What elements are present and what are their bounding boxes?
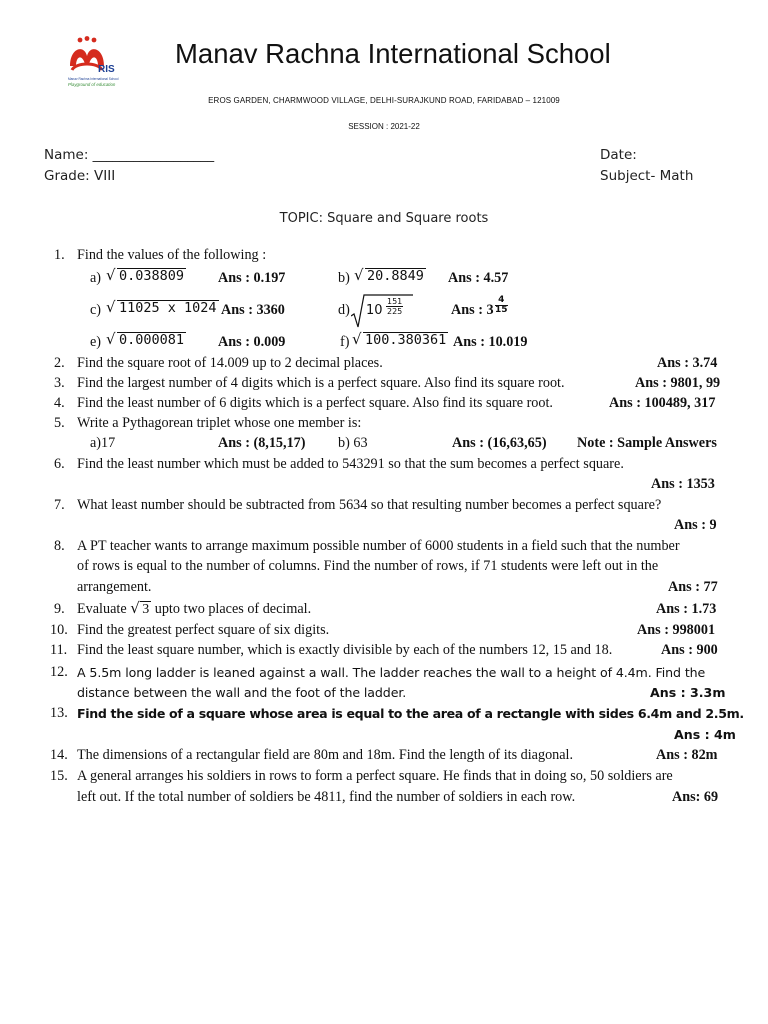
question-number: 8. (54, 538, 65, 554)
question-number: 4. (54, 395, 65, 411)
question-text: left out. If the total number of soldiers be 4811, find the number of soldiers in each row. (77, 789, 576, 805)
answer-text: Ans : 100489, 317 (609, 395, 716, 411)
question-text: Find the least number of 6 digits which is a perfect square. Also find its square root. (77, 395, 553, 411)
q1-label-d: d) (338, 302, 350, 318)
question-text: Find the side of a square whose area is equal to the area of a rectangle with sides 6.4m and 2.5m. (77, 706, 744, 721)
q1-answer-d: Ans : 3 (451, 302, 494, 318)
answer-text: Ans : 998001 (637, 622, 716, 638)
svg-text:Playground of education: Playground of education (68, 82, 116, 87)
q1-label-b: b) (338, 270, 350, 286)
q5-part-b: b) 63 (338, 435, 368, 451)
name-field: Name: __________________ (44, 147, 215, 163)
q1-d-fraction: $\frac{151}{225}$ (387, 297, 403, 316)
q5-answer-a: Ans : (8,15,17) (218, 435, 306, 451)
question-number: 3. (54, 375, 65, 391)
q1-answer-a: Ans : 0.197 (218, 270, 286, 286)
date-field: Date: (600, 147, 637, 163)
svg-text:RIS: RIS (98, 64, 115, 75)
question-number: 10. (50, 622, 68, 638)
q5-note: Note : Sample Answers (577, 435, 717, 451)
question-text: Evaluate √ 3 upto two places of decimal. (77, 601, 311, 618)
question-text: of rows is equal to the number of columns. Find the number of rows, if 71 students were left out in the (77, 558, 659, 574)
answer-text: Ans : 9 (674, 517, 717, 533)
answer-text: Ans : 3.3m (650, 685, 726, 700)
question-number: 7. (54, 497, 65, 513)
question-text: A PT teacher wants to arrange maximum possible number of 6000 students in a field such that the number (77, 538, 680, 554)
answer-text: Ans : 4m (674, 727, 736, 742)
question-text: arrangement. (77, 579, 152, 595)
question-text: Find the greatest perfect square of six digits. (77, 622, 330, 638)
question-text: A general arranges his soldiers in rows to form a perfect square. He finds that in doing so, 50 soldiers are (77, 768, 673, 784)
question-number: 14. (50, 747, 68, 763)
question-number: 9. (54, 601, 65, 617)
answer-text: Ans : 900 (661, 642, 718, 658)
q1-label-f: f) (340, 334, 350, 350)
question-number: 11. (50, 642, 68, 658)
q1-answer-e: Ans : 0.009 (218, 334, 286, 350)
q1-answer-d-fraction: $\frac{4}{15}$ (495, 295, 508, 315)
q1-label-e: e) (90, 334, 102, 350)
q5-part-a: a)17 (90, 435, 116, 451)
question-number: 6. (54, 456, 65, 472)
q1-label-a: a) (90, 270, 102, 286)
school-name: Manav Rachna International School (175, 38, 611, 69)
q5-answer-b: Ans : (16,63,65) (452, 435, 547, 451)
question-number: 13. (50, 705, 68, 721)
topic-heading: TOPIC: Square and Square roots (279, 211, 489, 226)
q1-radical-b: √ 20.8849 (354, 268, 426, 285)
q1-answer-b: Ans : 4.57 (448, 270, 509, 286)
session-label: SESSION : 2021-22 (348, 122, 420, 131)
question-number: 15. (50, 768, 68, 784)
q1-label-c: c) (90, 302, 102, 318)
answer-text: Ans : 1353 (651, 476, 715, 492)
grade-field: Grade: VIII (44, 168, 116, 184)
question-text: Write a Pythagorean triplet whose one member is: (77, 415, 362, 431)
question-text: Find the least number which must be added to 543291 so that the sum becomes a perfect square. (77, 456, 624, 472)
q1-answer-f: Ans : 10.019 (453, 334, 528, 350)
q1-answer-c: Ans : 3360 (221, 302, 285, 318)
svg-text:Manav Rachna International Sch: Manav Rachna International School (68, 77, 119, 81)
answer-text: Ans : 9801, 99 (635, 375, 721, 391)
question-text: The dimensions of a rectangular field are 80m and 18m. Find the length of its diagonal. (77, 747, 574, 763)
answer-text: Ans : 82m (656, 747, 718, 763)
q1-radical-a: √ 0.038809 (106, 268, 186, 285)
question-text: distance between the wall and the foot of the ladder. (77, 685, 407, 700)
question-text: Find the largest number of 4 digits which is a perfect square. Also find its square root. (77, 375, 565, 391)
answer-text: Ans: 69 (672, 789, 719, 805)
school-address: EROS GARDEN, CHARMWOOD VILLAGE, DELHI-SURAJKUND ROAD, FARIDABAD – 121009 (208, 96, 560, 105)
question-number: 5. (54, 415, 65, 431)
answer-text: Ans : 77 (668, 579, 718, 595)
question-number: 12. (50, 664, 68, 680)
q1-radical-c: √ 11025 x 1024 (106, 300, 219, 317)
question-text: Find the values of the following : (77, 247, 267, 263)
subject-field: Subject- Math (600, 168, 694, 184)
answer-text: Ans : 3.74 (657, 355, 718, 371)
q1-radical-f: √ 100.380361 (352, 332, 448, 349)
question-text: Find the least square number, which is exactly divisible by each of the numbers 12, 15 and 18. (77, 642, 613, 658)
question-text: A 5.5m long ladder is leaned against a wall. The ladder reaches the wall to a height of 4.4m. Find the (77, 665, 706, 680)
question-number: 2. (54, 355, 65, 371)
q1-d-whole: 10 (366, 303, 383, 318)
question-number: 1. (54, 247, 65, 263)
answer-text: Ans : 1.73 (656, 601, 717, 617)
school-logo (62, 36, 140, 92)
question-text: Find the square root of 14.009 up to 2 decimal places. (77, 355, 383, 371)
question-text: What least number should be subtracted from 5634 so that resulting number becomes a perfect square? (77, 497, 662, 513)
q1-radical-e: √ 0.000081 (106, 332, 186, 349)
